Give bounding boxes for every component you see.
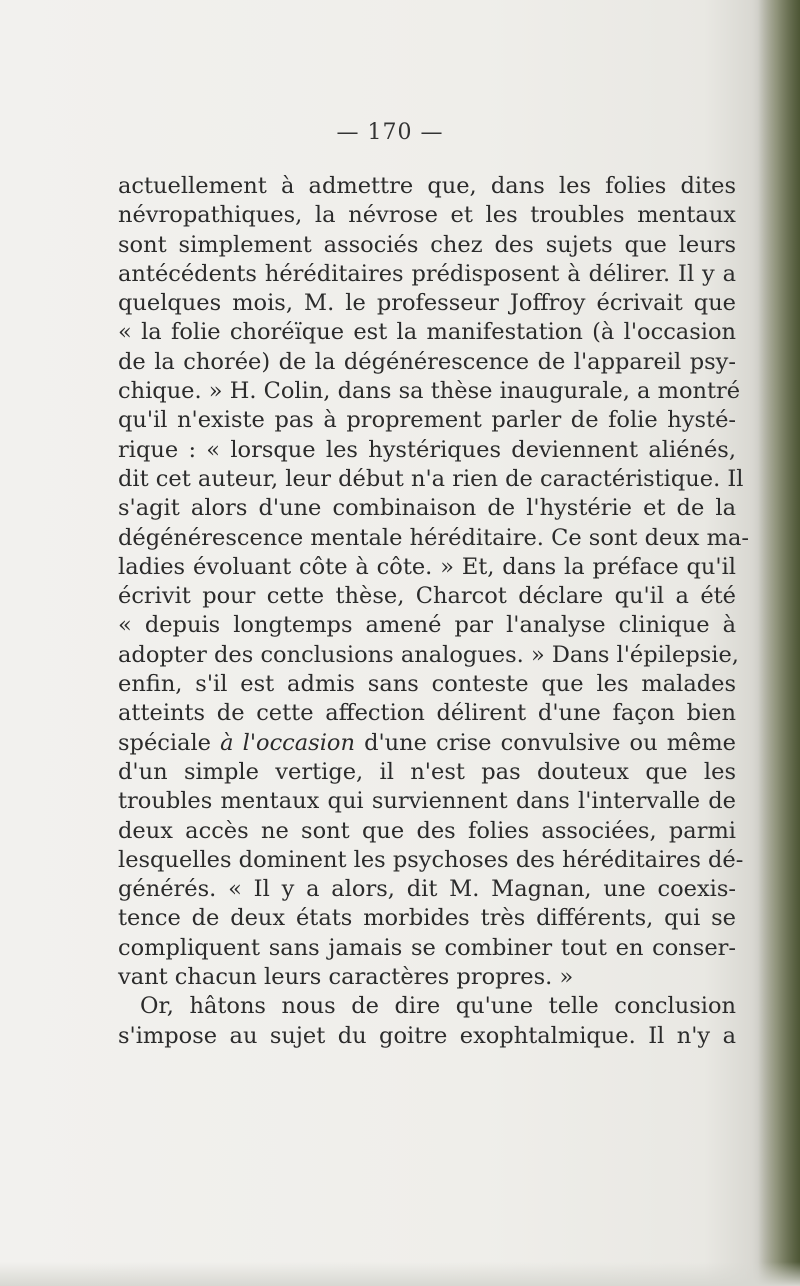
text-line: enfin, s'il est admis sans conteste que les malades xyxy=(118,671,736,698)
page-bottom-edge xyxy=(0,1262,800,1286)
text-line: névropathiques, la névrose et les troubles mentaux xyxy=(118,202,736,229)
text-line: deux accès ne sont que des folies associées, parmi xyxy=(118,817,736,844)
body-text xyxy=(118,172,749,1051)
italic-phrase: à l'occasion xyxy=(220,729,355,756)
text-line-with-italic xyxy=(118,729,736,758)
text-segment: d'une crise convulsive ou même xyxy=(354,729,736,756)
text-line: tence de deux états morbides très différents, qui se xyxy=(118,905,736,932)
text-line: générés. « Il y a alors, dit M. Magnan, une coexis- xyxy=(118,876,736,903)
text-line: d'un simple vertige, il n'est pas douteux que les xyxy=(118,758,736,785)
text-line: sont simplement associés chez des sujets que leurs xyxy=(118,231,736,258)
text-segment: spéciale xyxy=(118,729,221,756)
page-number: — 170 — xyxy=(336,120,444,145)
text-line: adopter des conclusions analogues. » Dans l'épilepsie, xyxy=(118,641,739,668)
text-line: de la chorée) de la dégénérescence de l'appareil psy- xyxy=(118,348,736,375)
page-binding-shadow xyxy=(758,0,800,1286)
text-line: s'agit alors d'une combinaison de l'hystérie et de la xyxy=(118,495,736,522)
text-line: antécédents héréditaires prédisposent à délirer. Il y a xyxy=(118,260,736,287)
text-line: lesquelles dominent les psychoses des héréditaires dé- xyxy=(118,846,744,873)
text-line: rique : « lorsque les hystériques deviennent aliénés, xyxy=(118,436,736,463)
text-line: actuellement à admettre que, dans les folies dites xyxy=(118,173,736,199)
text-line: s'impose au sujet du goitre exophtalmique. Il n'y a xyxy=(118,1022,736,1049)
text-line: dit cet auteur, leur début n'a rien de caractéristique. Il xyxy=(118,465,744,492)
text-line: « la folie choréïque est la manifestation (à l'occasion xyxy=(118,319,736,346)
text-line: quelques mois, M. le professeur Joffroy écrivait que xyxy=(118,290,736,317)
text-line: compliquent sans jamais se combiner tout en conser- xyxy=(118,934,736,961)
text-line: troubles mentaux qui surviennent dans l'intervalle de xyxy=(118,788,736,815)
text-line: écrivit pour cette thèse, Charcot déclare qu'il a été xyxy=(118,583,736,610)
text-line: dégénérescence mentale héréditaire. Ce sont deux ma- xyxy=(118,524,749,551)
text-line: qu'il n'existe pas à proprement parler de folie hysté- xyxy=(118,407,736,434)
text-line: « depuis longtemps amené par l'analyse clinique à xyxy=(118,612,736,639)
text-line: vant chacun leurs caractères propres. » xyxy=(118,964,574,991)
paragraph-start-line: Or, hâtons nous de dire qu'une telle conclusion xyxy=(140,993,736,1020)
text-line: ladies évoluant côte à côte. » Et, dans la préface qu'il xyxy=(118,553,736,580)
text-line: atteints de cette affection délirent d'une façon bien xyxy=(118,700,736,727)
text-line: chique. » H. Colin, dans sa thèse inaugurale, a montré xyxy=(118,378,741,405)
